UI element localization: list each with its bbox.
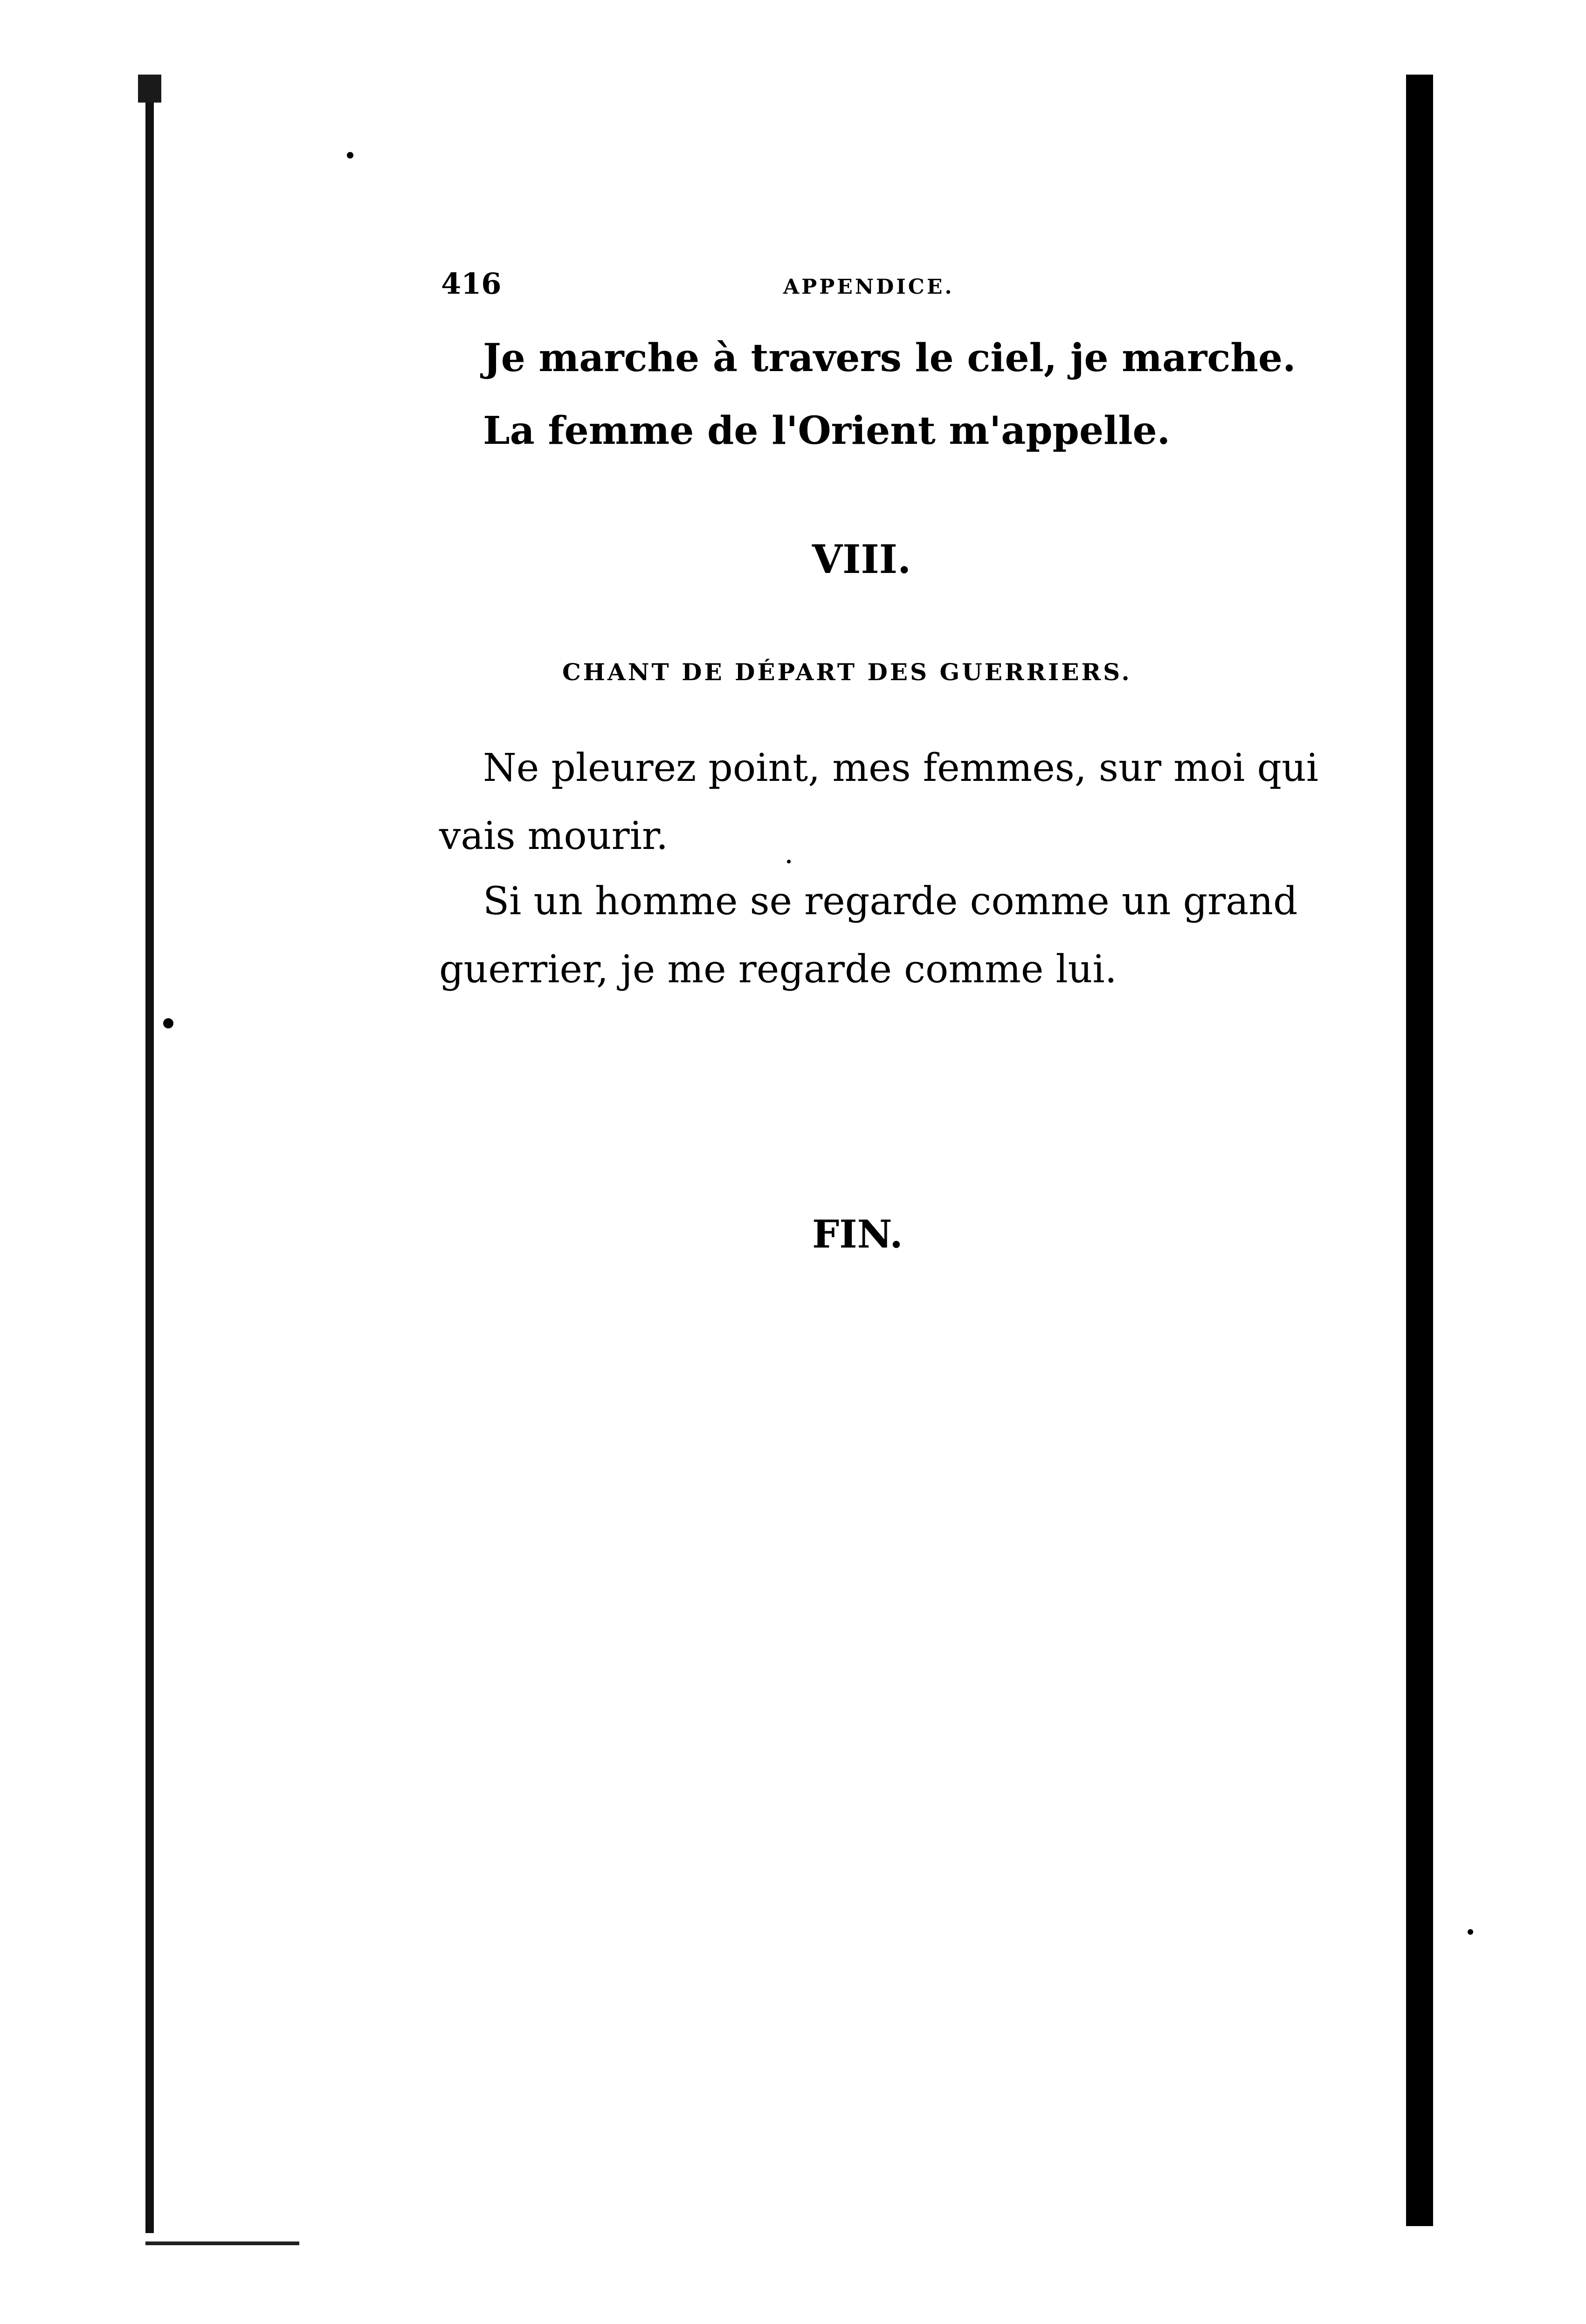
page-number: 416: [441, 267, 502, 301]
paragraph-1-line-1: Ne pleurez point, mes femmes, sur moi qui: [483, 746, 1319, 790]
ink-speck: [347, 152, 353, 159]
left-binding-corner: [138, 75, 161, 103]
section-title: CHANT DE DÉPART DES GUERRIERS.: [562, 658, 1132, 686]
end-marker: FIN.: [812, 1212, 903, 1257]
ink-speck: [787, 860, 791, 863]
ink-speck: [1468, 1929, 1473, 1935]
section-number: VIII.: [812, 536, 911, 582]
verse-line-2: La femme de l'Orient m'appelle.: [483, 408, 1171, 453]
right-page-edge-shadow: [1406, 75, 1433, 2226]
verse-line-1: Je marche à travers le ciel, je marche.: [483, 336, 1296, 380]
ink-speck: [163, 1018, 173, 1028]
paragraph-2-line-2: guerrier, je me regarde comme lui.: [439, 947, 1117, 992]
paragraph-1-line-2: vais mourir.: [439, 814, 669, 858]
left-binding-edge: [145, 75, 154, 2233]
running-title: APPENDICE.: [783, 275, 954, 299]
bottom-edge-shadow: [145, 2241, 299, 2245]
paragraph-2-line-1: Si un homme se regarde comme un grand: [483, 879, 1298, 924]
